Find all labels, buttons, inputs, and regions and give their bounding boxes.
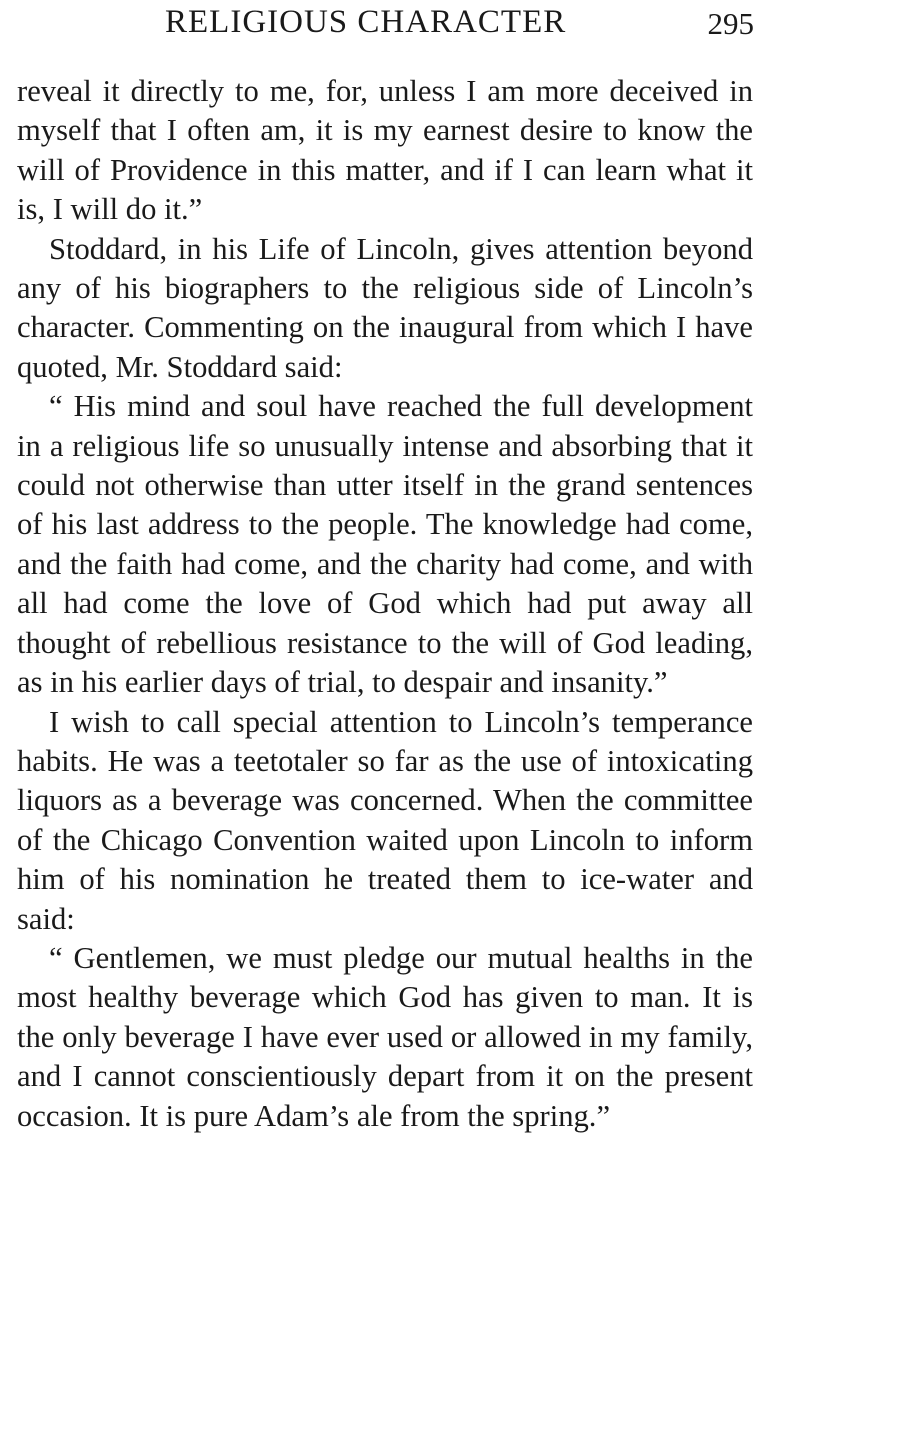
page-header (0, 0, 900, 50)
running-head: RELIGIOUS CHARACTER (165, 4, 567, 40)
body-text (17, 72, 753, 1136)
paragraph-quote-lincoln: “ Gentlemen, we must pledge our mutual healths in the most healthy beverage which God has given to man. It is the only beverage I have ever used or allowed in my family, and I cannot conscientiously depart from it on the present occasion. It is pure Adam’s ale from the spring.” (17, 940, 753, 1133)
paragraph-quote-stoddard: “ His mind and soul have reached the full development in a religious life so unusually intense and absorbing that it could not otherwise than utter itself in the grand sentences of his last address to the people. The knowledge had come, and the faith had come, and the charity had come, and with all had come the love of God which had put away all thought of rebellious resistance to the will of God leading, as in his earlier days of trial, to despair and insanity.” (17, 389, 753, 700)
page-number: 295 (707, 6, 754, 41)
paragraph-temperance: I wish to call special attention to Lincoln’s temperance habits. He was a teetotaler so far as the use of intoxicating liquors as a beverage was concerned. When the committee of the Chicago Convention waited upon Lincoln to inform him of his nomination he treated them to ice-water and said: (17, 704, 753, 936)
paragraph-stoddard: Stoddard, in his Life of Lincoln, gives attention beyond any of his biographers to the religious side of Lincoln’s character. Commenting on the inaugural from which I have quoted, Mr. Stoddard said: (17, 231, 753, 384)
paragraph-continuation: reveal it directly to me, for, unless I am more deceived in myself that I often am, it is my earnest desire to know the will of Providence in this matter, and if I can learn what it is, I will do it.” (17, 74, 753, 227)
